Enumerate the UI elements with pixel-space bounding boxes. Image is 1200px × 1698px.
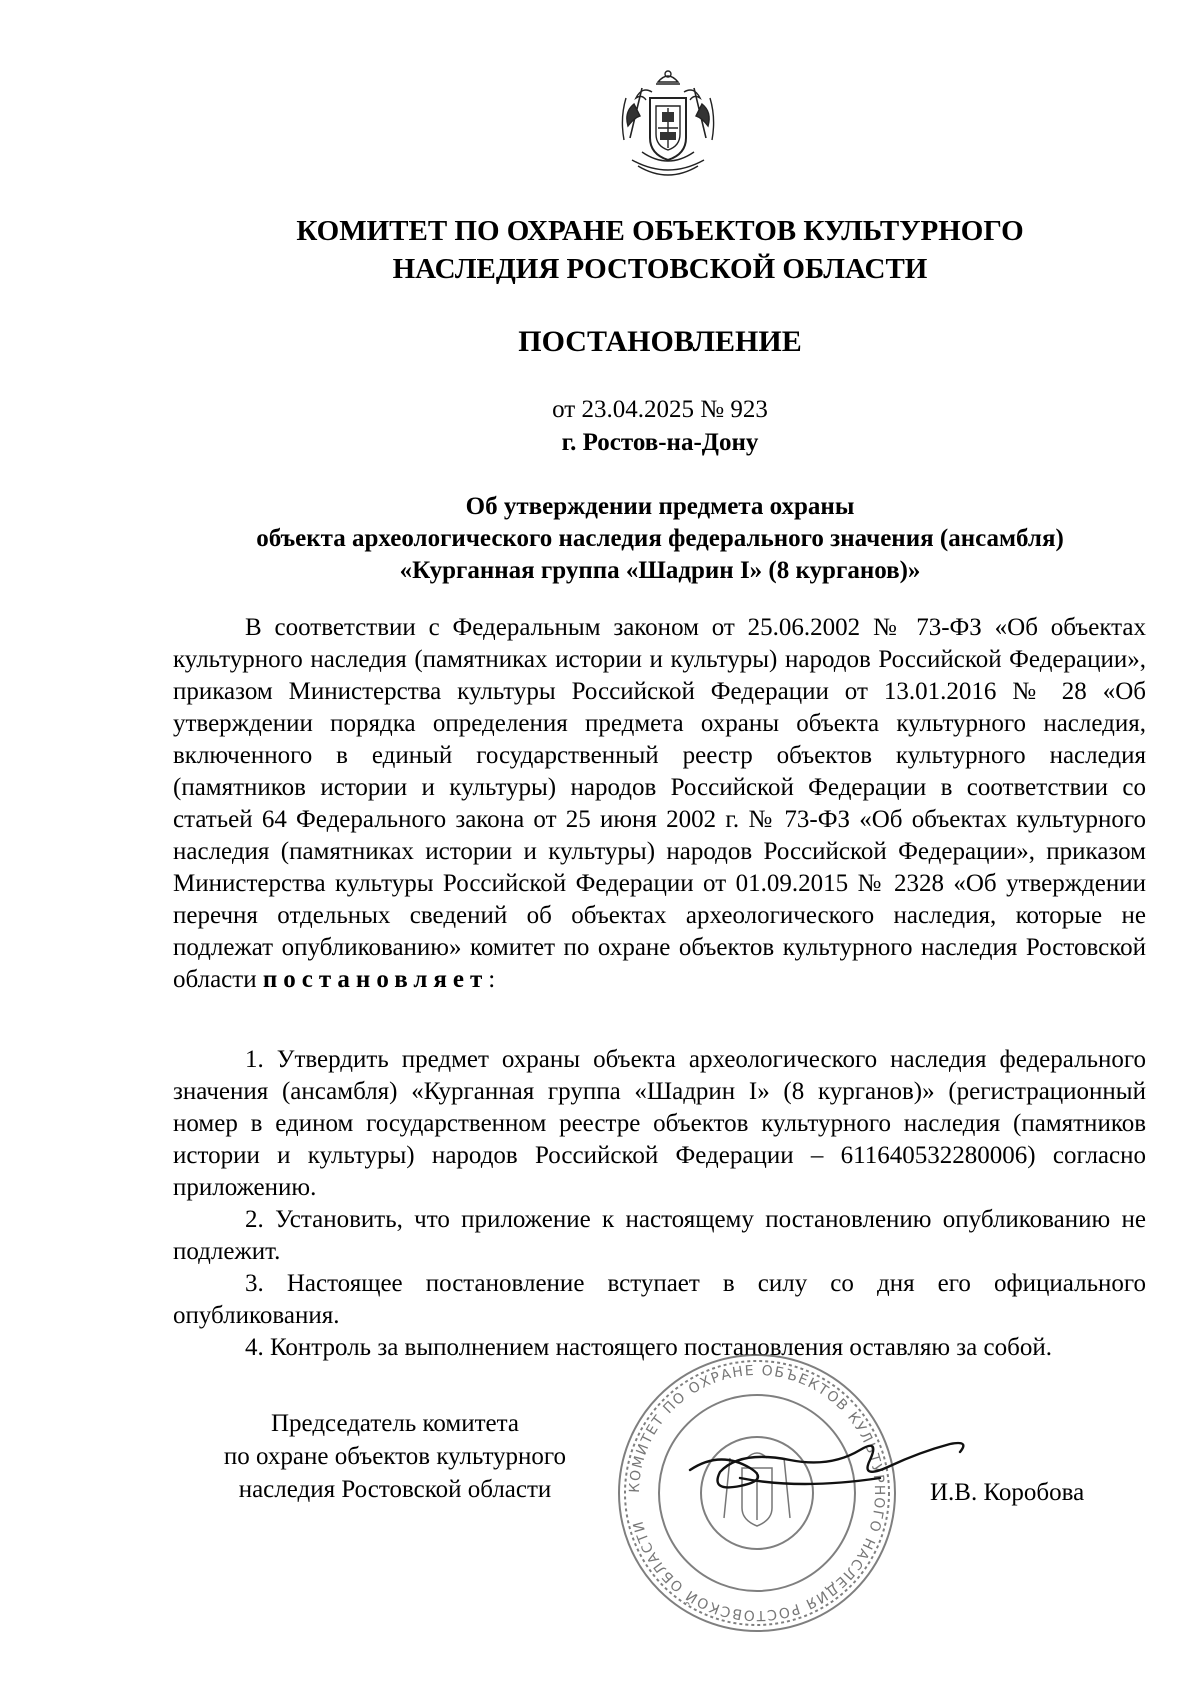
preamble-colon: : — [488, 966, 496, 993]
position-line-2: по охране объектов культурного — [223, 1443, 567, 1470]
point-4: 4. Контроль за выполнением настоящего постановления оставляю за собой. — [245, 1334, 1052, 1361]
org-line-1: КОМИТЕТ ПО ОХРАНЕ ОБЪЕКТОВ КУЛЬТУРНОГО — [296, 215, 1024, 247]
preamble-text: В соответствии с Федеральным законом от 25.06.2002 № 73-ФЗ «Об объектах культурного наследия (памятниках истории и культуры) народов Российской Федерации», приказом Министерства культуры Российской Федерации от 13.01.2016 № 28 «Об утверждении порядка определения предмета охраны объекта культурного наследия, включенного в единый государственный реестр объектов культурного наследия (памятников истории и культуры) народов Российской Федерации в соответствии со статьей 64 Федерального закона от 25 июня 2002 г. № 73-ФЗ «Об объектах культурного наследия (памятниках истории и культуры) народов Российской Федерации», приказом Министерства культуры Российской Федерации от 01.09.2015 № 2328 «Об утверждении перечня отдельных сведений об объектах археологического наследия, которые не подлежат опубликованию» комитет по охране объектов культурного наследия Ростовской области — [173, 614, 1146, 993]
org-line-2: НАСЛЕДИЯ РОСТОВСКОЙ ОБЛАСТИ — [392, 253, 928, 285]
position-line-1: Председатель комитета — [271, 1410, 519, 1437]
signatory-name: И.В. Коробова — [930, 1479, 1085, 1506]
point-1: 1. Утвердить предмет охраны объекта археологического наследия федерального значения (ансамбля) «Курганная группа «Шадрин I» (8 курганов)» (регистрационный номер в едином государственном реестре объектов культурного наследия (памятников истории и культуры) народов Российской Федерации – 611640532280006) согласно приложению. — [173, 1046, 1146, 1201]
subject-line-2: объекта археологического наследия федерального значения (ансамбля) — [256, 525, 1064, 552]
point-3: 3. Настоящее постановление вступает в силу со дня его официального опубликования. — [173, 1270, 1146, 1329]
preamble-paragraph — [173, 612, 1146, 996]
preamble — [173, 612, 1146, 996]
document-date-number: от 23.04.2025 № 923 — [552, 396, 768, 423]
document-city: г. Ростов-на-Дону — [561, 429, 759, 456]
organization-name — [120, 212, 1200, 288]
seal-text: КОМИТЕТ ПО ОХРАНЕ ОБЪЕКТОВ КУЛЬТУРНОГО НАСЛЕДИЯ РОСТОВСКОЙ ОБЛАСТИ — [626, 1362, 888, 1624]
decree-word: постановляет — [262, 966, 489, 993]
position-line-3: наследия Ростовской области — [238, 1476, 552, 1503]
rostov-oblast-coat-of-arms-icon — [612, 68, 724, 184]
document-type: ПОСТАНОВЛЕНИЕ — [518, 325, 802, 358]
signatory-position — [175, 1407, 615, 1506]
resolution-points — [173, 1044, 1146, 1364]
subject-line-3: «Курганная группа «Шадрин I» (8 курганов)» — [399, 557, 921, 584]
subject-line-1: Об утверждении предмета охраны — [465, 493, 855, 520]
point-2: 2. Установить, что приложение к настоящему постановлению опубликованию не подлежит. — [173, 1206, 1146, 1265]
document-subject — [120, 491, 1200, 587]
